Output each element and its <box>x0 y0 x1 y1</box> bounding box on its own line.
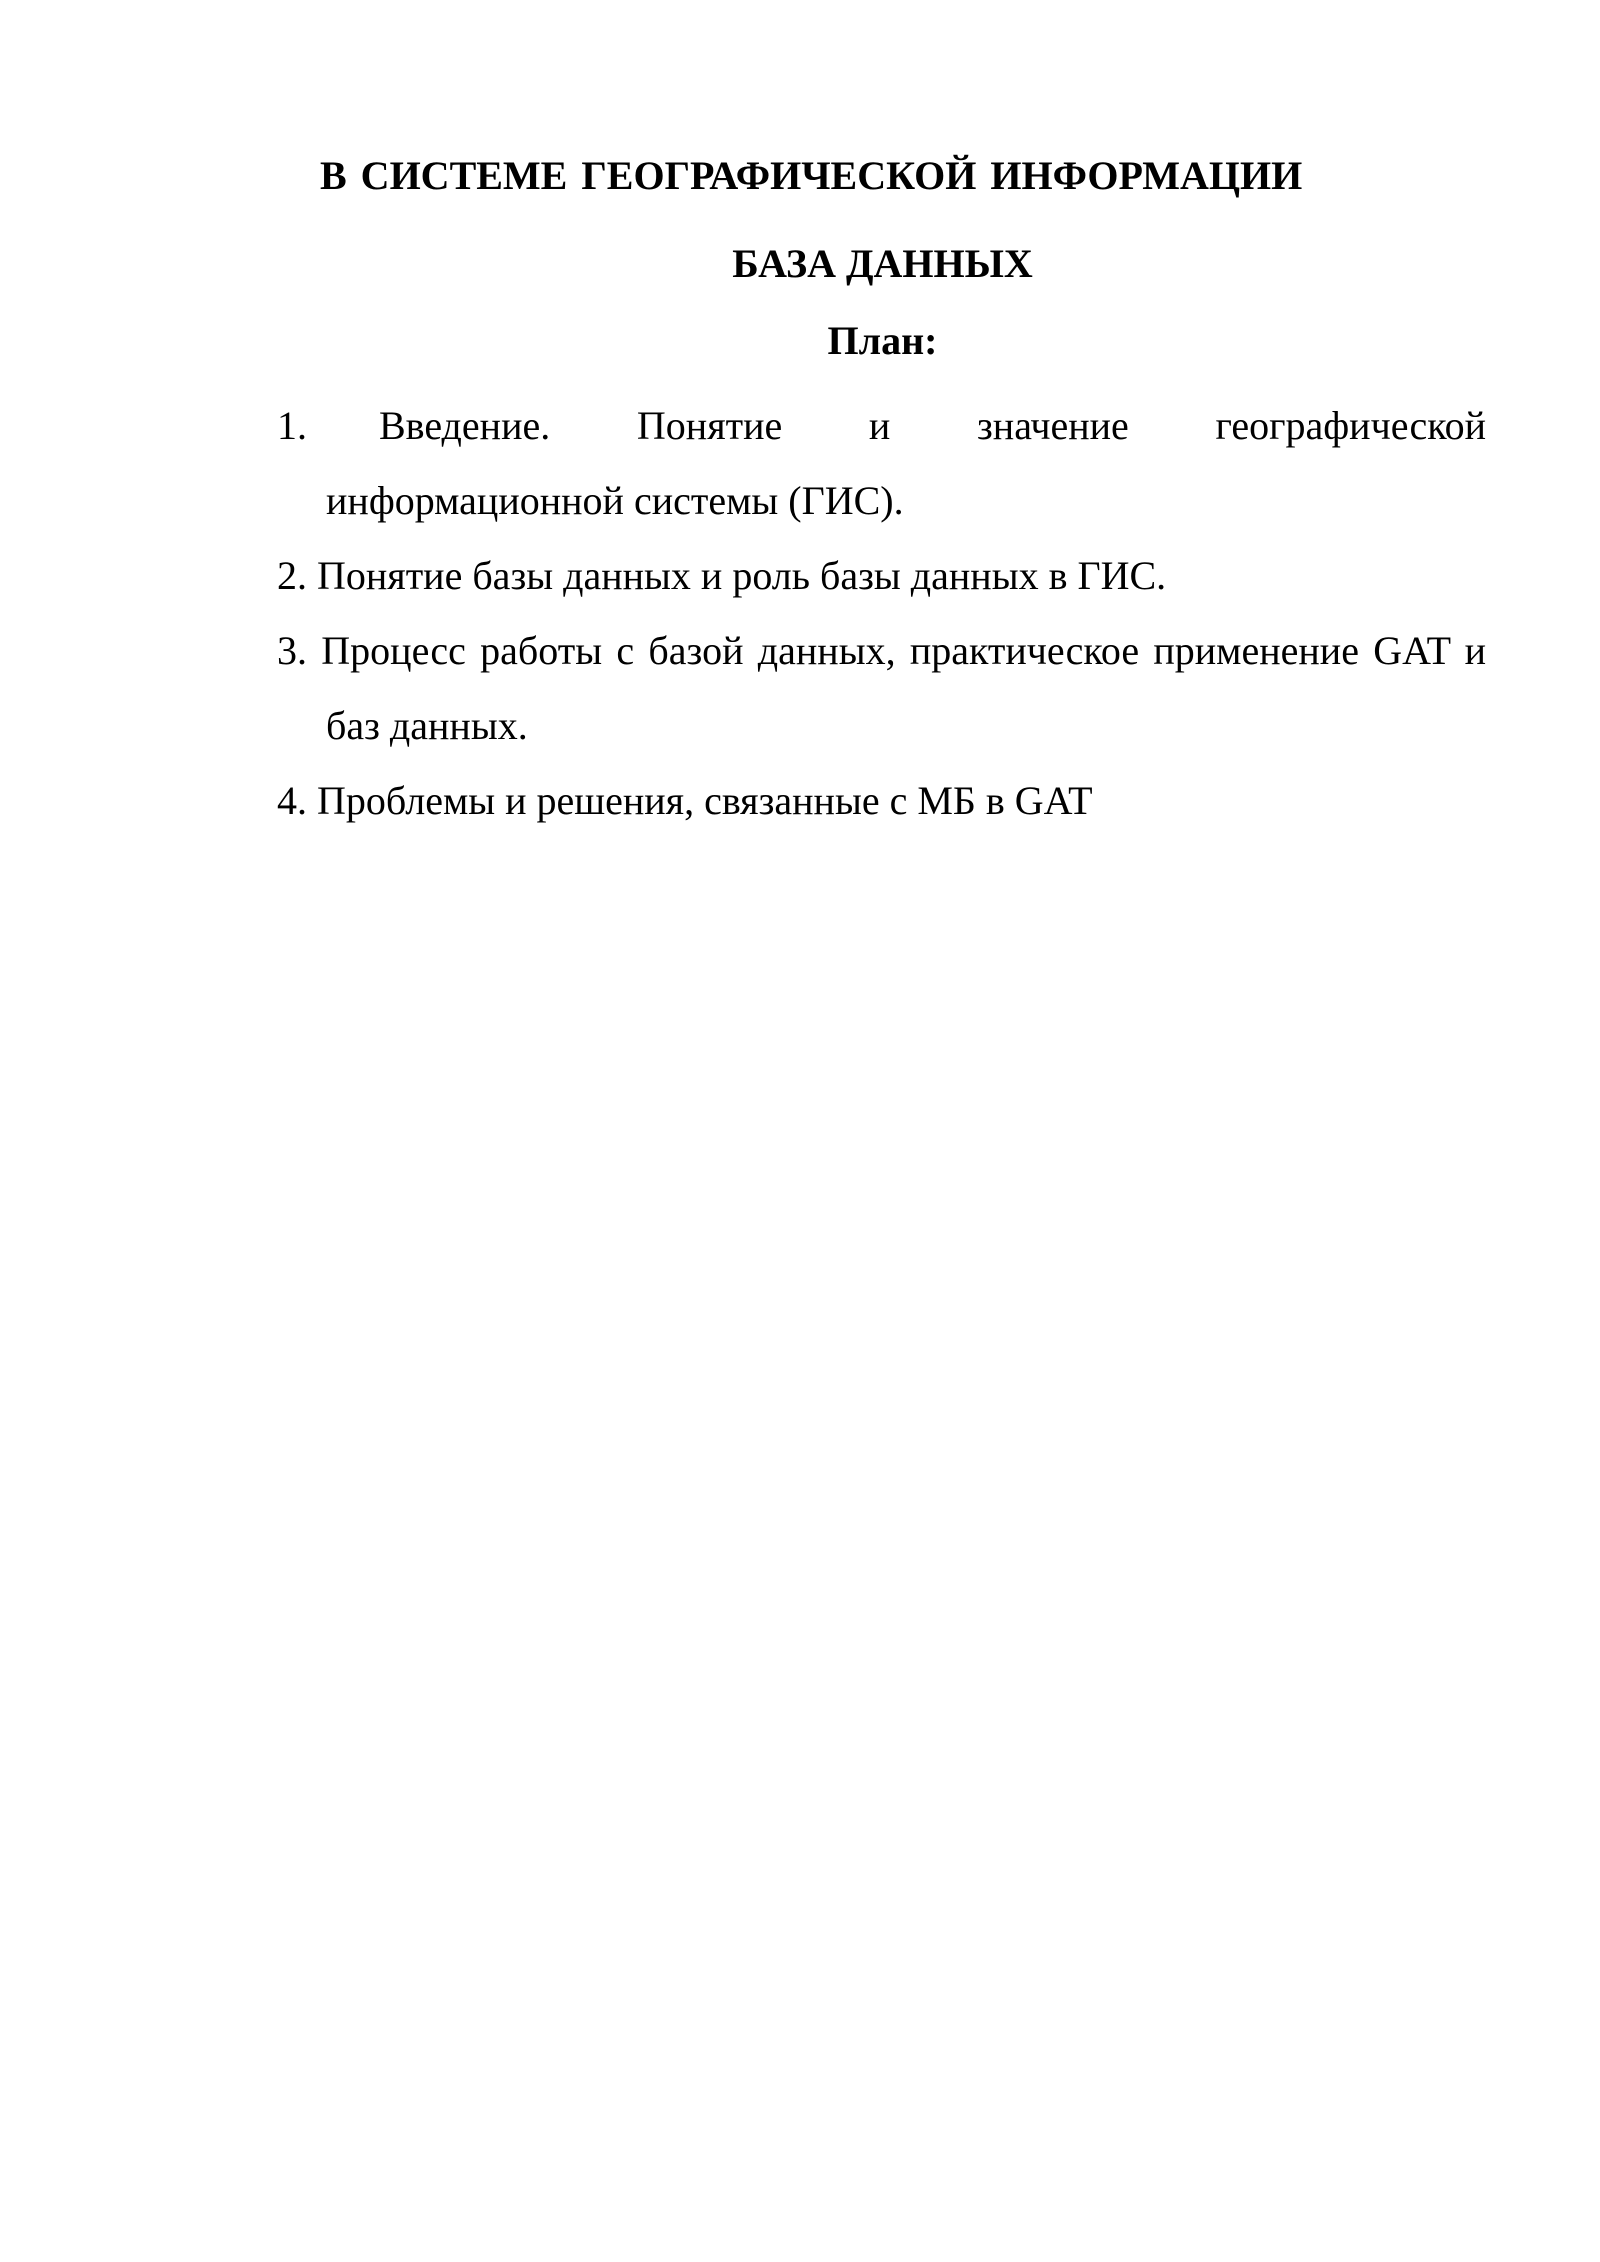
heading-line-1: В СИСТЕМЕ ГЕОГРАФИЧЕСКОЙ ИНФОРМАЦИИ <box>320 153 1303 198</box>
item-text: Проблемы и решения, связанные с МБ в GAT <box>317 778 1093 823</box>
item-text: Введение. Понятие и значение географической информационной системы (ГИС). <box>326 403 1486 523</box>
list-item <box>277 763 1486 838</box>
heading-line-2: БАЗА ДАННЫХ <box>732 241 1033 286</box>
item-text: Процесс работы с базой данных, практическое применение GAT и баз данных. <box>321 628 1487 748</box>
list-item <box>277 613 1486 763</box>
item-number: 3. <box>277 628 307 673</box>
plan-list <box>277 388 1486 838</box>
item-number: 1. <box>277 403 307 448</box>
item-number: 2. <box>277 553 307 598</box>
list-item <box>277 388 1486 538</box>
plan-label: План: <box>827 318 938 363</box>
item-text: Понятие базы данных и роль базы данных в ГИС. <box>317 553 1167 598</box>
item-number: 4. <box>277 778 307 823</box>
list-item <box>277 538 1486 613</box>
